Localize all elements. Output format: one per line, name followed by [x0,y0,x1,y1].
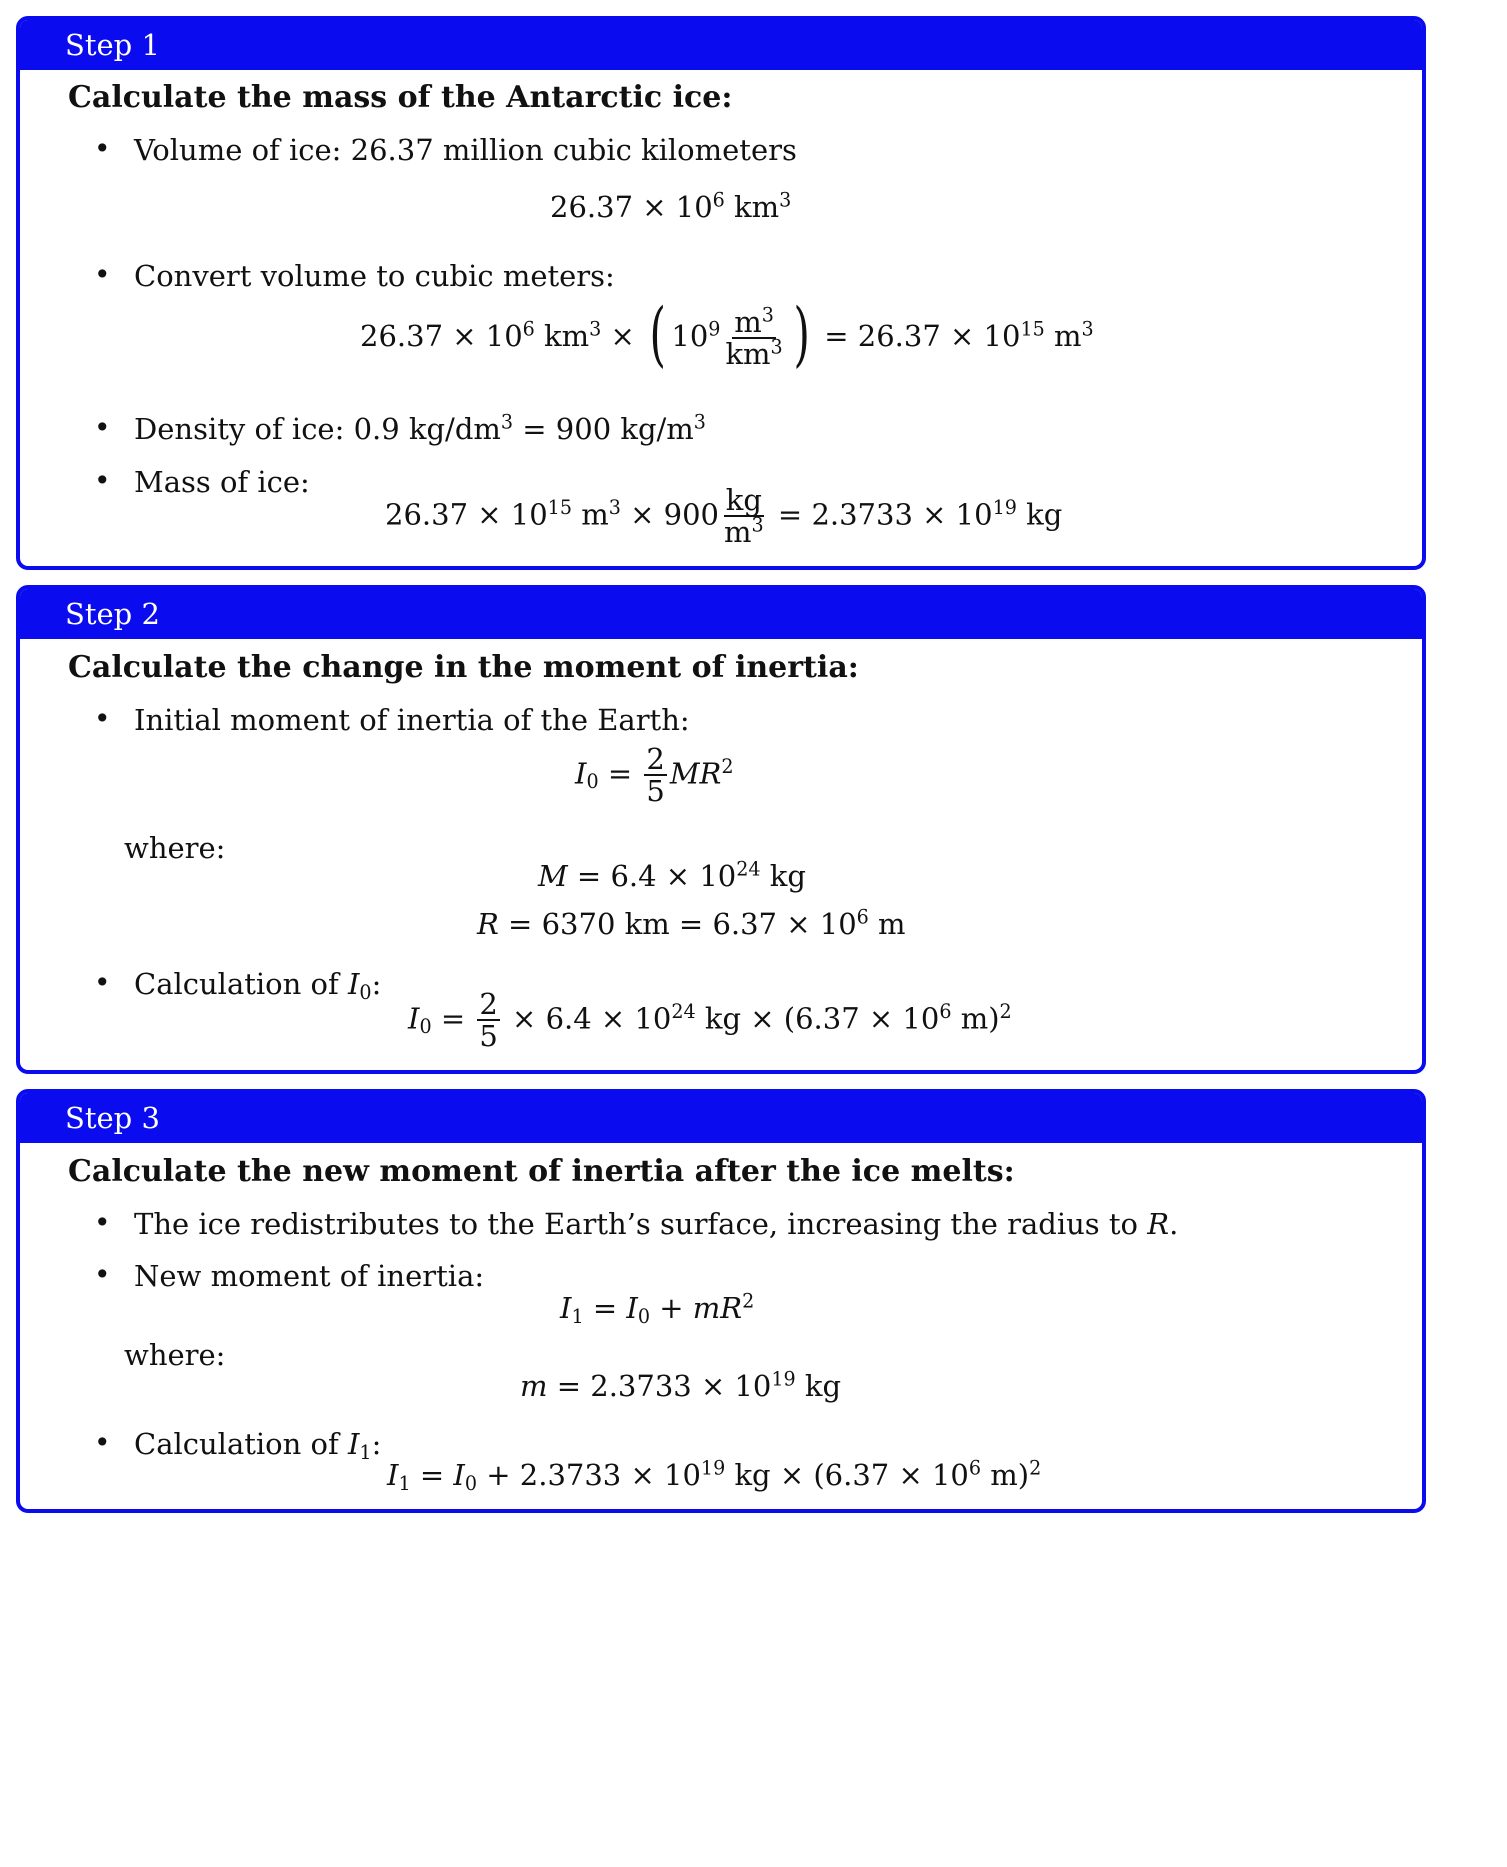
step-2-bullet-calc: • Calculation of $I_0$: [112,967,381,1001]
step-3-eq-m: $m = 2.3733 \times 10^{19}$ kg [520,1367,842,1403]
step-2-eq-R: R = 6370 km = $6.37 \times 10^6$ m [477,905,906,941]
step-1-bullet-density: • Density of ice: 0.9 $kg/dm^3 = 900$ $kg/m^3$ [112,412,706,446]
step-1-bullet-convert: • Convert volume to cubic meters: [112,259,615,293]
step-1-box [16,16,1426,570]
step-1-eq-convert: $26.37 \times 10^6$ $km^3$ × ( $10^9$ $\frac{m^3}{km^3}$ ) = $26.37 \times 10^{15}$ $m^3$ [360,293,1094,375]
step-3-where: where: [124,1338,226,1372]
step-3-box [16,1089,1426,1513]
step-3-bullet-redistribute: • The ice redistributes to the Earth’s surface, increasing the radius to R. [112,1207,1178,1241]
step-2-title: Step 2 [20,589,1422,639]
step-2-heading: Calculate the change in the moment of inertia: [68,650,859,685]
step-2-bullet-initial: • Initial moment of inertia of the Earth: [112,703,690,737]
step-1-bullet-mass: • Mass of ice: [112,465,310,499]
step-1-eq-mass: $26.37 \times 10^{15}$ $m^3 \times 900$ $\frac{kg}{m^3}$ = $2.3733 \times 10^{19}$ kg [385,483,1063,550]
step-3-title: Step 3 [20,1093,1422,1143]
step-2-box [16,585,1426,1074]
step-2-eq-I0-calc: $I_0$ = $\frac{2}{5}$ × $6.4 \times 10^{24}$ kg × ($6.37 \times 10^6$ m)$^2$ [408,987,1012,1054]
step-1-bullet-volume: • Volume of ice: 26.37 million cubic kilometers [112,133,797,167]
step-3-heading: Calculate the new moment of inertia after the ice melts: [68,1154,1015,1189]
step-1-heading: Calculate the mass of the Antarctic ice: [68,80,733,115]
step-2-eq-M: $M = 6.4 \times 10^{24}$ kg [538,857,806,893]
step-3-eq-I1: $I_1 = I_0 + mR^2$ [560,1289,755,1328]
step-3-eq-I1-calc: $I_1 = I_0 + 2.3733 \times 10^{19}$ kg × ($6.37 \times 10^6$ m)$^2$ [387,1456,1042,1495]
step-2-eq-I0: $I_0$ = $\frac{2}{5}$ $MR^2$ [575,742,734,809]
step-3-bullet-calc: • Calculation of $I_1$: [112,1427,381,1461]
step-1-eq-volume: $26.37 \times 10^6$ $km^3$ [550,188,792,224]
step-3-bullet-new: • New moment of inertia: [112,1259,484,1293]
step-1-title: Step 1 [20,20,1422,70]
step-2-where: where: [124,831,226,865]
